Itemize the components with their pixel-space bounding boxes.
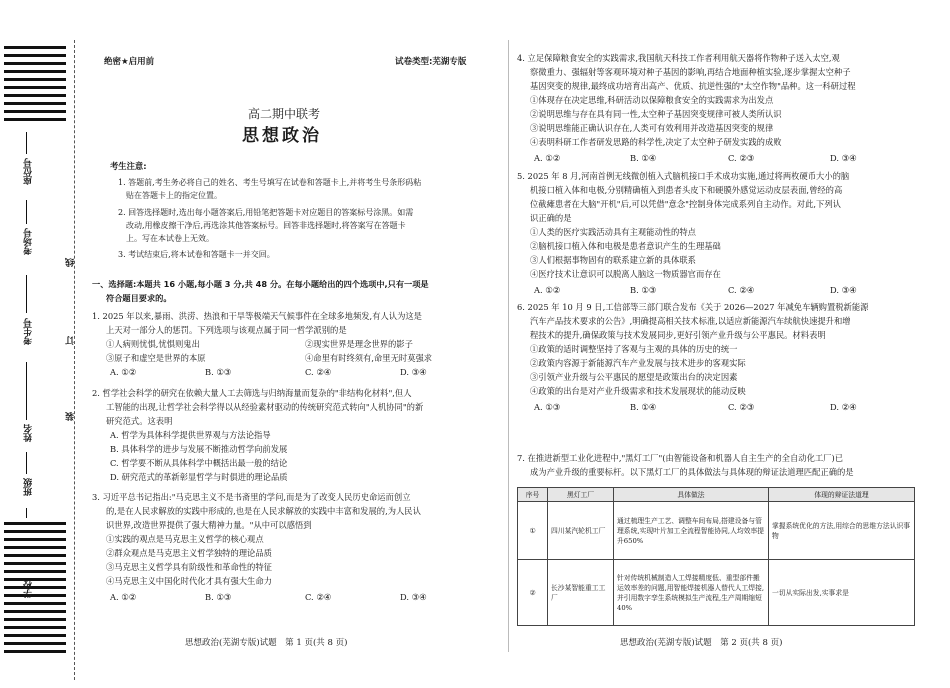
notice-line: 上。写在本试卷上无效。: [126, 234, 214, 243]
cut-mark-zhuang: 装: [66, 412, 76, 421]
name-label: 姓名: [24, 424, 34, 442]
q6-choice-b[interactable]: B. ①④: [630, 402, 657, 412]
strip-bar: [4, 110, 66, 113]
strip-bar: [4, 626, 66, 629]
q4-item: ①体现存在决定思维,科研活动以保障粮食安全的实践需求为出发点: [530, 95, 774, 105]
school-label: 学校: [24, 580, 34, 598]
q3-choice-b[interactable]: B. ①③: [205, 592, 232, 602]
strip-bar: [4, 642, 66, 645]
notice-line: 2. 回答选择题时,选出每小题答案后,用铅笔把答题卡对应题目的答案标号涂黑。如需: [118, 208, 414, 217]
strip-bar: [4, 562, 66, 565]
q6-choice-d[interactable]: D. ②④: [830, 402, 857, 412]
q4-stem: 基因突变的规律,最终成功培育出高产、优质、抗逆性强的"太空作物"品种。这一科研过程: [530, 81, 856, 91]
secret-label: 绝密★启用前: [104, 57, 155, 67]
exam-room-label: 考场号: [24, 228, 34, 255]
q4-choice-a[interactable]: A. ①②: [534, 153, 561, 163]
q1-choice-a[interactable]: A. ①②: [110, 367, 137, 377]
q7-table: [517, 487, 915, 626]
strip-bar: [4, 54, 66, 57]
strip-bar: [4, 538, 66, 541]
q4-choice-d[interactable]: D. ③④: [830, 153, 857, 163]
q2-stem: 研究范式。这表明: [106, 416, 173, 426]
q1-stem: 1. 2025 年以来,暴雨、洪涝、热浪和干旱等极端天气候事件在全球多地频发,有人认为这是: [92, 311, 422, 321]
q3-item: ④马克思主义中国化时代化才具有强大生命力: [106, 576, 272, 586]
strip-bar: [4, 62, 66, 65]
section-heading: 符合题目要求的。: [106, 293, 172, 303]
student-number-line[interactable]: [26, 275, 27, 313]
notice-line: 改动,用橡皮擦干净后,再选涂其他答案标号。回答非选择题时,将答案写在答题卡: [126, 221, 406, 230]
q4-item: ②说明思维与存在具有同一性,太空种子基因突变规律可被人类所认识: [530, 109, 782, 119]
strip-bar: [4, 578, 66, 581]
notice-line: 1. 答题前,考生务必将自己的姓名、考生号填写在试卷和答题卡上,并将考生号条形码粘: [118, 178, 422, 187]
q1-item: ④命里有时终须有,命里无时莫强求: [305, 353, 433, 363]
q1-choice-d[interactable]: D. ③④: [400, 367, 427, 377]
cut-mark-ding: 订: [66, 336, 76, 345]
q3-choice-c[interactable]: C. ②④: [305, 592, 332, 602]
q5-choice-a[interactable]: A. ①②: [534, 285, 561, 295]
q1-item: ③原子和虚空是世界的本原: [106, 353, 206, 363]
q5-choice-b[interactable]: B. ①③: [630, 285, 657, 295]
q7-stem: 7. 在推进新型工业化进程中,"黑灯工厂"(由智能设备和机器人自主生产的全自动化工厂)已: [517, 453, 843, 463]
q3-item: ①实践的观点是马克思主义哲学的核心观点: [106, 534, 264, 544]
class-line[interactable]: [26, 452, 27, 474]
page-footer: 思想政治(芜湖专版)试题 第 2 页(共 8 页): [620, 638, 783, 648]
strip-bar: [4, 102, 66, 105]
class-label: 班级: [24, 478, 34, 496]
q4-item: ④表明科研工作者研发思路的科学性,决定了太空种子研发实践的成败: [530, 137, 782, 147]
table-row: [518, 502, 915, 560]
table-header-cell: 序号: [518, 488, 548, 502]
table-header-cell: 黑灯工厂: [548, 488, 614, 502]
seat-number-line[interactable]: [26, 132, 27, 154]
q1-item: ①人病则忧惧,忧惧则鬼出: [106, 339, 200, 349]
q1-choice-b[interactable]: B. ①③: [205, 367, 232, 377]
strip-bar: [4, 522, 66, 525]
q2-choice-c[interactable]: C. 哲学要不断从具体科学中概括出最一般的结论: [110, 458, 288, 468]
q2-stem: 2. 哲学社会科学的研究在依赖大量人工去筛选与归纳海量而复杂的"非结构化材料",但人: [92, 388, 412, 398]
q6-item: ③引领产业升级与公平惠民的愿望是政策出台的决定因素: [530, 372, 738, 382]
q5-stem: 5. 2025 年 8 月,河南首例无线微创植入式脑机接口手术成功实施,通过将两枚硬币大小的脑: [517, 171, 850, 181]
school-line[interactable]: [26, 508, 27, 518]
q4-stem: 察微重力、强辐射等客观环境对种子基因的影响,再结合地面种植实验,逐步掌握太空种子: [530, 67, 851, 77]
strip-bar: [4, 86, 66, 89]
student-number-label: 考生号: [24, 318, 34, 345]
q3-stem: 的,是在人民求解放的实践中形成的,也是在人民求解放的实践中丰富和发展的,为人民认: [106, 506, 421, 516]
table-cell: 通过梳理生产工艺、调整车间布局,搭建设备与管理系统,实现叶片加工全流程智能协同,人均效率提升650%: [614, 502, 769, 560]
q4-choice-c[interactable]: C. ②③: [728, 153, 755, 163]
paper-type-label: 试卷类型:芜湖专版: [395, 57, 467, 67]
strip-bar: [4, 46, 66, 49]
q6-item: ②政策内容源于新能源汽车产业发展与技术进步的客观实际: [530, 358, 746, 368]
q3-stem: 3. 习近平总书记指出:"马克思主义不是书斋里的学问,而是为了改变人民历史命运而创立: [92, 492, 411, 502]
q3-item: ③马克思主义哲学具有阶级性和革命性的特征: [106, 562, 272, 572]
strip-bar: [4, 554, 66, 557]
strip-bar: [4, 602, 66, 605]
notice-heading: 考生注意:: [110, 161, 147, 171]
strip-bar: [4, 634, 66, 637]
table-header-cell: 具体做法: [614, 488, 769, 502]
page-divider: [508, 40, 509, 652]
notice-line: 3. 考试结束后,将本试卷和答题卡一并交回。: [118, 250, 275, 259]
q5-item: ③人们根据事物固有的联系建立新的具体联系: [530, 255, 696, 265]
binding-strip: [0, 0, 92, 688]
q2-choice-a[interactable]: A. 哲学为具体科学提供世界观与方法论指导: [110, 430, 271, 440]
strip-bar: [4, 650, 66, 653]
q3-choice-a[interactable]: A. ①②: [110, 592, 137, 602]
q1-choice-c[interactable]: C. ②④: [305, 367, 332, 377]
table-cell: 四川某汽轮机工厂: [548, 502, 614, 560]
q6-item: ①政策的适时调整坚持了客观与主观的具体的历史的统一: [530, 344, 738, 354]
strip-bar: [4, 610, 66, 613]
notice-line: 贴在答题卡上的指定位置。: [126, 191, 222, 200]
table-header-cell: 体现的辩证法道理: [769, 488, 915, 502]
q4-item: ③说明思维能正确认识存在,人类可有效利用并改造基因突变的规律: [530, 123, 774, 133]
cut-line: [74, 40, 75, 680]
q5-item: ①人类的医疗实践活动具有主观能动性的特点: [530, 227, 696, 237]
q5-stem: 位截瘫患者在大脑"开机"后,可以凭借"意念"控制身体完成系列自主动作。对此,下列认: [530, 199, 841, 209]
table-cell: ②: [518, 560, 548, 626]
section-heading: 一、选择题:本题共 16 小题,每小题 3 分,共 48 分。在每小题给出的四个选项中,只有一项是: [92, 279, 429, 289]
seat-number-label: 座位号: [24, 158, 34, 185]
q5-item: ④医疗技术让意识可以脱离人脑这一物质器官而存在: [530, 269, 721, 279]
table-cell: 掌握系统优化的方法,用综合的思维方法认识事物: [769, 502, 915, 560]
q6-item: ④政策的出台是对产业升级需求和技术发展现状的能动反映: [530, 386, 746, 396]
strip-bar: [4, 530, 66, 533]
strip-bar: [4, 70, 66, 73]
cut-mark-xian: 线: [66, 258, 76, 267]
q3-item: ②群众观点是马克思主义哲学独特的理论品质: [106, 548, 272, 558]
strip-bar: [4, 618, 66, 621]
table-cell: 长沙某智能重工工厂: [548, 560, 614, 626]
q6-stem: 6. 2025 年 10 月 9 日,工信部等三部门联合发布《关于 2026—2027 年减免车辆购置税新能源: [517, 302, 869, 312]
strip-bar: [4, 594, 66, 597]
q5-stem: 识正确的是: [530, 213, 572, 223]
q3-choice-d[interactable]: D. ③④: [400, 592, 427, 602]
name-line[interactable]: [26, 362, 27, 420]
strip-bar: [4, 546, 66, 549]
q5-choice-c[interactable]: C. ②④: [728, 285, 755, 295]
q6-choice-c[interactable]: C. ②③: [728, 402, 755, 412]
exam-name: 高二期中联考: [248, 107, 321, 121]
strip-bar: [4, 586, 66, 589]
page-title: 思想政治: [242, 126, 322, 146]
table-cell: 针对传统机械制造人工焊接精度低、重型部件搬运效率差的问题,用智能焊接机器人替代人工焊接,并引用数字孪生系统模拟生产流程,生产周期缩短40%: [614, 560, 769, 626]
table-cell: ①: [518, 502, 548, 560]
q5-item: ②脑机接口植入体和电极是患者意识产生的生理基础: [530, 241, 721, 251]
q6-stem: 汽车产品技术要求的公告》,明确提高相关技术标准,以适应新能源汽车续航快速提升和增: [530, 316, 851, 326]
q2-stem: 工智能的出现,让哲学社会科学得以从经验素材驱动的传统研究范式转向"人机协同"的新: [106, 402, 424, 412]
q1-item: ②现实世界是理念世界的影子: [305, 339, 413, 349]
q6-stem: 程技术的提升,确保政策与技术发展同步,更好引领产业升级与公平惠民。材料表明: [530, 330, 826, 340]
q7-stem: 成为产业升级的重要标杆。以下黑灯工厂的具体做法与具体现的辩证法道理匹配正确的是: [530, 467, 854, 477]
q1-stem: 上天对一部分人的惩罚。下列选项与该观点属于同一哲学派别的是: [106, 325, 347, 335]
q3-stem: 识世界,改造世界提供了强大精神力量。"从中可以感悟到: [106, 520, 312, 530]
page-footer: 思想政治(芜湖专版)试题 第 1 页(共 8 页): [185, 638, 348, 648]
strip-bar: [4, 78, 66, 81]
q5-choice-d[interactable]: D. ③④: [830, 285, 857, 295]
q4-choice-b[interactable]: B. ①④: [630, 153, 657, 163]
q4-stem: 4. 立足保障粮食安全的实践需求,我国航天科技工作者利用航天器将作物种子送入太空,观: [517, 53, 840, 63]
strip-bar: [4, 118, 66, 121]
table-cell: 一切从实际出发,实事求是: [769, 560, 915, 626]
q2-choice-b[interactable]: B. 具体科学的进步与发展不断推动哲学向前发展: [110, 444, 288, 454]
table-header-row: [518, 488, 915, 502]
table-row: [518, 560, 915, 626]
strip-bar: [4, 94, 66, 97]
strip-bar: [4, 570, 66, 573]
q5-stem: 机接口植入体和电极,分别精确植入到患者头皮下和硬膜外感觉运动皮层表面,曾经的高: [530, 185, 843, 195]
q2-choice-d[interactable]: D. 研究范式的革新彰显哲学与时俱进的理论品质: [110, 472, 288, 482]
exam-room-line[interactable]: [26, 200, 27, 224]
q6-choice-a[interactable]: A. ①③: [534, 402, 561, 412]
